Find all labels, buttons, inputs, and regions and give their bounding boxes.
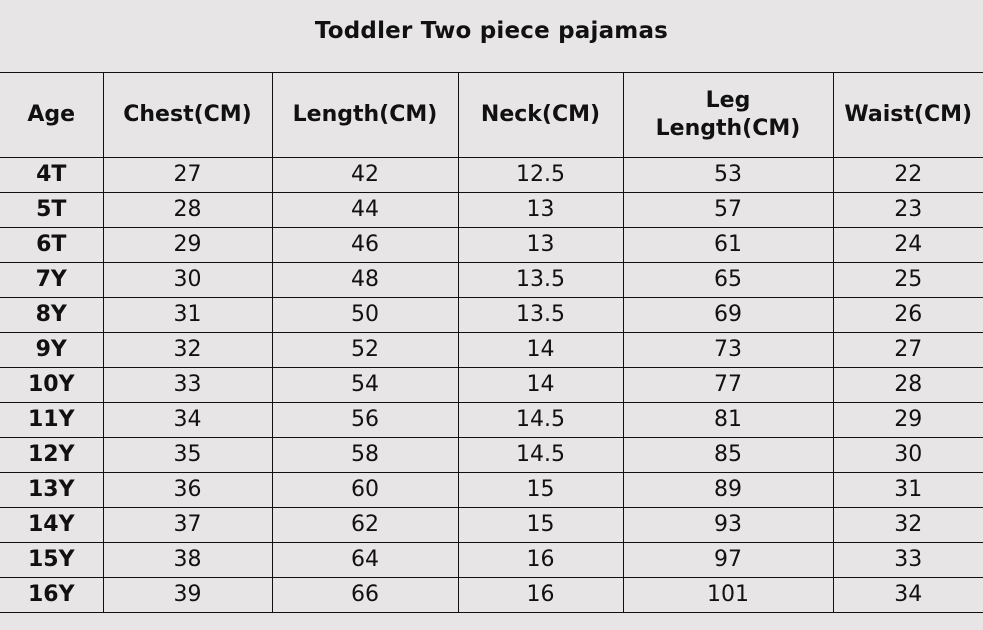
- cell-leg-length: 73: [623, 333, 833, 368]
- table-row: [0, 333, 983, 368]
- table-row: [0, 158, 983, 193]
- cell-length: 48: [272, 263, 458, 298]
- table-row: [0, 438, 983, 473]
- cell-leg-length: 101: [623, 578, 833, 613]
- size-chart-table: [0, 72, 983, 613]
- cell-age: 5T: [0, 193, 103, 228]
- table-row: [0, 543, 983, 578]
- cell-waist: 27: [833, 333, 983, 368]
- table-row: [0, 508, 983, 543]
- cell-chest: 35: [103, 438, 272, 473]
- header-age: Age: [0, 73, 103, 158]
- cell-chest: 32: [103, 333, 272, 368]
- cell-waist: 30: [833, 438, 983, 473]
- header-row: [0, 73, 983, 158]
- cell-length: 58: [272, 438, 458, 473]
- cell-leg-length: 69: [623, 298, 833, 333]
- cell-waist: 32: [833, 508, 983, 543]
- cell-age: 6T: [0, 228, 103, 263]
- cell-waist: 23: [833, 193, 983, 228]
- cell-length: 56: [272, 403, 458, 438]
- cell-neck: 14: [458, 333, 623, 368]
- cell-neck: 13.5: [458, 263, 623, 298]
- cell-length: 50: [272, 298, 458, 333]
- cell-neck: 16: [458, 578, 623, 613]
- cell-chest: 34: [103, 403, 272, 438]
- cell-length: 44: [272, 193, 458, 228]
- table-row: [0, 403, 983, 438]
- cell-length: 60: [272, 473, 458, 508]
- cell-chest: 28: [103, 193, 272, 228]
- table-row: [0, 368, 983, 403]
- cell-age: 16Y: [0, 578, 103, 613]
- cell-leg-length: 61: [623, 228, 833, 263]
- cell-age: 12Y: [0, 438, 103, 473]
- cell-neck: 13: [458, 228, 623, 263]
- cell-age: 7Y: [0, 263, 103, 298]
- cell-neck: 12.5: [458, 158, 623, 193]
- cell-waist: 22: [833, 158, 983, 193]
- cell-leg-length: 81: [623, 403, 833, 438]
- cell-chest: 31: [103, 298, 272, 333]
- cell-chest: 29: [103, 228, 272, 263]
- cell-neck: 14.5: [458, 403, 623, 438]
- header-leg-length: [623, 73, 833, 158]
- cell-length: 64: [272, 543, 458, 578]
- cell-neck: 14.5: [458, 438, 623, 473]
- cell-waist: 34: [833, 578, 983, 613]
- cell-neck: 14: [458, 368, 623, 403]
- cell-leg-length: 93: [623, 508, 833, 543]
- table-row: [0, 578, 983, 613]
- cell-chest: 36: [103, 473, 272, 508]
- cell-neck: 15: [458, 473, 623, 508]
- cell-age: 11Y: [0, 403, 103, 438]
- cell-leg-length: 77: [623, 368, 833, 403]
- cell-leg-length: 57: [623, 193, 833, 228]
- cell-age: 13Y: [0, 473, 103, 508]
- cell-length: 62: [272, 508, 458, 543]
- cell-age: 8Y: [0, 298, 103, 333]
- cell-chest: 30: [103, 263, 272, 298]
- table-row: [0, 263, 983, 298]
- cell-leg-length: 89: [623, 473, 833, 508]
- cell-leg-length: 53: [623, 158, 833, 193]
- cell-length: 66: [272, 578, 458, 613]
- cell-chest: 37: [103, 508, 272, 543]
- cell-length: 54: [272, 368, 458, 403]
- header-waist: Waist(CM): [833, 73, 983, 158]
- cell-waist: 28: [833, 368, 983, 403]
- header-neck: Neck(CM): [458, 73, 623, 158]
- cell-neck: 15: [458, 508, 623, 543]
- cell-length: 52: [272, 333, 458, 368]
- cell-length: 42: [272, 158, 458, 193]
- cell-chest: 38: [103, 543, 272, 578]
- header-length: Length(CM): [272, 73, 458, 158]
- cell-waist: 31: [833, 473, 983, 508]
- cell-age: 15Y: [0, 543, 103, 578]
- cell-neck: 13: [458, 193, 623, 228]
- header-chest: Chest(CM): [103, 73, 272, 158]
- cell-leg-length: 65: [623, 263, 833, 298]
- cell-leg-length: 85: [623, 438, 833, 473]
- table-row: [0, 298, 983, 333]
- cell-age: 9Y: [0, 333, 103, 368]
- table-row: [0, 193, 983, 228]
- cell-age: 4T: [0, 158, 103, 193]
- page-title: Toddler Two piece pajamas: [314, 18, 669, 44]
- cell-chest: 33: [103, 368, 272, 403]
- cell-leg-length: 97: [623, 543, 833, 578]
- header-leg-length-line2: Length(CM): [655, 116, 801, 141]
- cell-length: 46: [272, 228, 458, 263]
- cell-age: 10Y: [0, 368, 103, 403]
- table-row: [0, 228, 983, 263]
- cell-waist: 24: [833, 228, 983, 263]
- cell-waist: 33: [833, 543, 983, 578]
- cell-chest: 27: [103, 158, 272, 193]
- header-leg-length-line1: Leg: [705, 88, 751, 113]
- cell-neck: 13.5: [458, 298, 623, 333]
- cell-waist: 29: [833, 403, 983, 438]
- table-row: [0, 473, 983, 508]
- cell-chest: 39: [103, 578, 272, 613]
- cell-waist: 25: [833, 263, 983, 298]
- cell-neck: 16: [458, 543, 623, 578]
- cell-age: 14Y: [0, 508, 103, 543]
- cell-waist: 26: [833, 298, 983, 333]
